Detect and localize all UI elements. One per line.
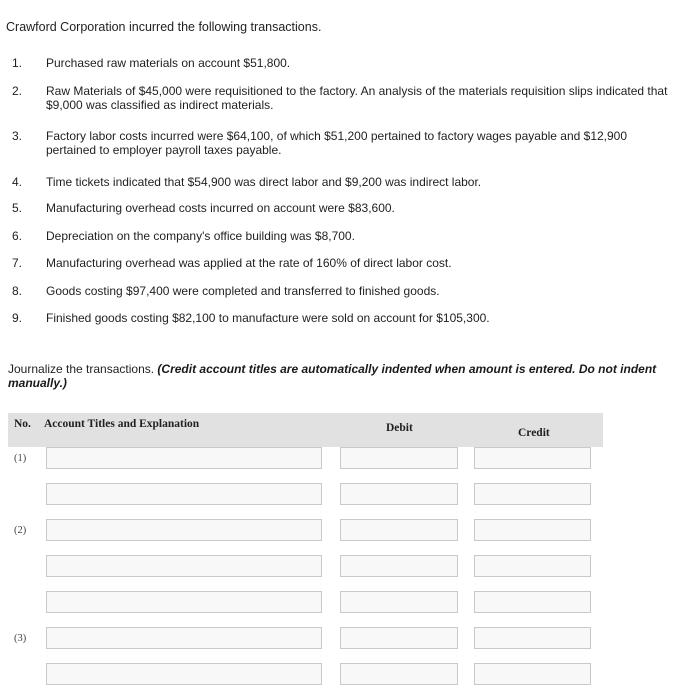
account-title-input[interactable] bbox=[46, 483, 322, 505]
journal-row bbox=[0, 555, 693, 581]
account-title-input[interactable] bbox=[46, 591, 322, 613]
debit-input[interactable] bbox=[340, 483, 458, 505]
debit-input[interactable] bbox=[340, 447, 458, 469]
credit-input[interactable] bbox=[474, 591, 591, 613]
transaction-text: Depreciation on the company's office building was $8,700. bbox=[46, 229, 355, 243]
journal-row bbox=[0, 591, 693, 617]
transaction-number: 7. bbox=[12, 256, 23, 270]
header-credit: Credit bbox=[518, 427, 550, 439]
account-title-input[interactable] bbox=[46, 519, 322, 541]
problem-intro: Crawford Corporation incurred the following transactions. bbox=[6, 20, 322, 34]
credit-input[interactable] bbox=[474, 447, 591, 469]
journal-table-header bbox=[8, 413, 603, 447]
transaction-text: Finished goods costing $82,100 to manufacture were sold on account for $105,300. bbox=[46, 311, 490, 325]
credit-input[interactable] bbox=[474, 519, 591, 541]
entry-number: (1) bbox=[14, 453, 27, 464]
credit-input[interactable] bbox=[474, 627, 591, 649]
transaction-number: 5. bbox=[12, 201, 23, 215]
journal-instructions bbox=[8, 362, 668, 390]
transaction-text: Manufacturing overhead was applied at the rate of 160% of direct labor cost. bbox=[46, 256, 452, 270]
journal-row bbox=[0, 627, 693, 653]
journal-row bbox=[0, 447, 693, 473]
instructions-emphasis: (Credit account titles are automatically indented when amount is entered. Do not indent manually.) bbox=[8, 362, 657, 390]
credit-input[interactable] bbox=[474, 663, 591, 685]
debit-input[interactable] bbox=[340, 519, 458, 541]
account-title-input[interactable] bbox=[46, 447, 322, 469]
transaction-text: Time tickets indicated that $54,900 was direct labor and $9,200 was indirect labor. bbox=[46, 175, 482, 189]
transaction-text: Factory labor costs incurred were $64,100, of which $51,200 pertained to factory wages payable and $12,900 pertained to employer payroll taxes payable. bbox=[46, 129, 628, 157]
header-account-titles: Account Titles and Explanation bbox=[44, 418, 200, 430]
transaction-text: Goods costing $97,400 were completed and transferred to finished goods. bbox=[46, 284, 440, 298]
debit-input[interactable] bbox=[340, 591, 458, 613]
entry-number: (3) bbox=[14, 633, 27, 644]
header-debit: Debit bbox=[386, 422, 413, 434]
transaction-text: Manufacturing overhead costs incurred on account were $83,600. bbox=[46, 201, 395, 215]
transaction-number: 8. bbox=[12, 284, 23, 298]
header-no: No. bbox=[14, 418, 31, 430]
debit-input[interactable] bbox=[340, 663, 458, 685]
transaction-number: 3. bbox=[12, 129, 23, 143]
credit-input[interactable] bbox=[474, 483, 591, 505]
instructions-text: Journalize the transactions. bbox=[8, 362, 158, 376]
debit-input[interactable] bbox=[340, 627, 458, 649]
journal-row bbox=[0, 483, 693, 509]
account-title-input[interactable] bbox=[46, 627, 322, 649]
journal-row bbox=[0, 663, 693, 689]
transaction-number: 4. bbox=[12, 175, 23, 189]
entry-number: (2) bbox=[14, 525, 27, 536]
credit-input[interactable] bbox=[474, 555, 591, 577]
transaction-number: 6. bbox=[12, 229, 23, 243]
transaction-number: 2. bbox=[12, 84, 23, 98]
transaction-text: Raw Materials of $45,000 were requisitioned to the factory. An analysis of the materials requisition slips indicated that $9,000 was classified as indirect materials. bbox=[46, 84, 668, 112]
transaction-text: Purchased raw materials on account $51,800. bbox=[46, 56, 291, 70]
journal-row bbox=[0, 519, 693, 545]
account-title-input[interactable] bbox=[46, 555, 322, 577]
debit-input[interactable] bbox=[340, 555, 458, 577]
account-title-input[interactable] bbox=[46, 663, 322, 685]
transaction-number: 9. bbox=[12, 311, 23, 325]
transaction-number: 1. bbox=[12, 56, 23, 70]
